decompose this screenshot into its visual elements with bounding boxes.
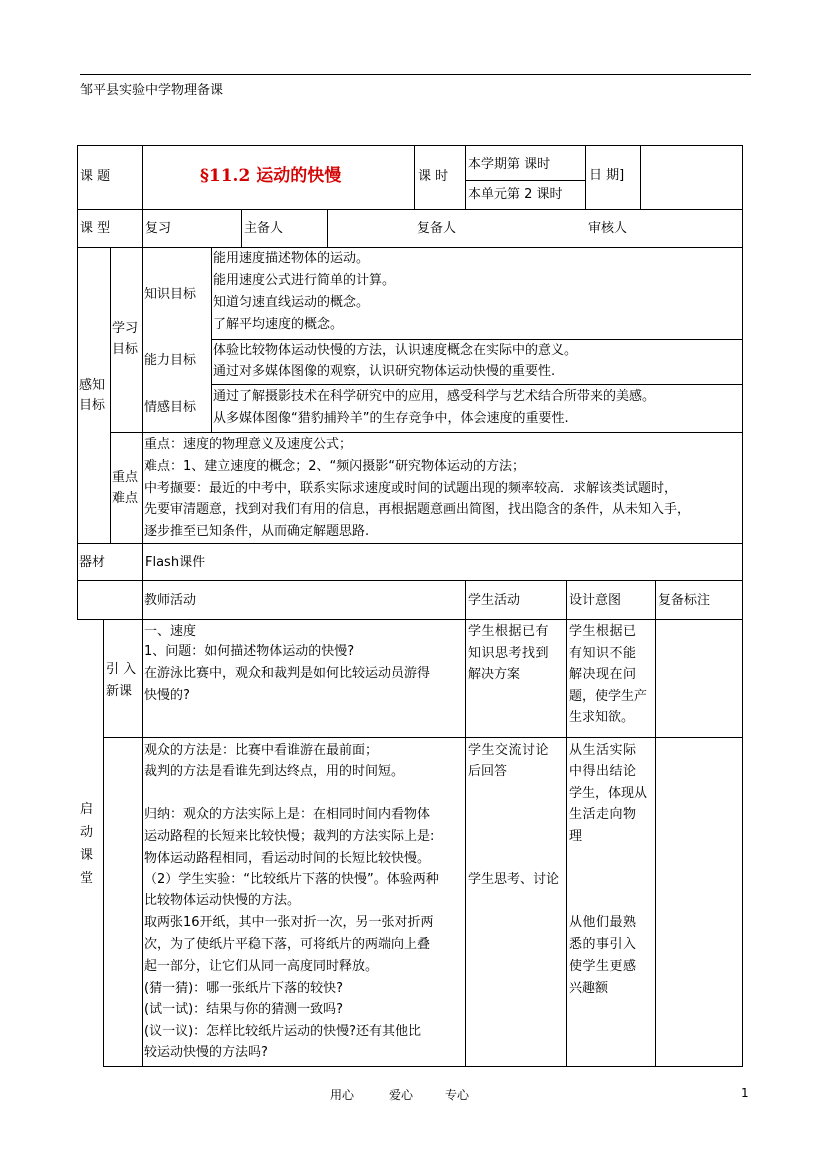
col-design: 设计意图 [569, 593, 622, 608]
inspire-student-line: 学生思考、讨论 [468, 872, 560, 887]
hours-line-1: 本学期第 课时 [468, 157, 551, 172]
inspire-label-char: 课 [80, 848, 94, 863]
key-line: 难点：1、建立速度的概念；2、“频闪摄影“研究物体运动的方法； [144, 459, 526, 474]
intro-student-line: 学生根据已有 [468, 624, 550, 639]
inspire-design-line: 从生活实际 [569, 743, 637, 758]
inspire-design-line: 悉的事引入 [569, 937, 637, 952]
key-label-2: 难点 [112, 491, 139, 506]
intro-design-line: 生求知欲。 [569, 710, 635, 725]
intro-student-line: 解决方案 [468, 667, 521, 682]
ability-item: 体验比较物体运动快慢的方法，认识速度概念在实际中的意义。 [213, 343, 578, 358]
inspire-teacher-line: （2）学生实验：“比较纸片下落的快慢”。体验两种 [144, 872, 439, 887]
label-date: 日 期] [589, 168, 625, 183]
intro-label-1: 引 入 [106, 662, 137, 677]
header-rule [80, 74, 751, 75]
ability-item: 通过对多媒体图像的观察，认识研究物体运动快慢的重要性. [213, 364, 556, 379]
intro-label-2: 新课 [106, 684, 133, 699]
inspire-design-line: 生活走向物 [569, 807, 637, 822]
intro-design-line: 题，使学生产 [569, 689, 648, 704]
inspire-teacher-line: 取两张16开纸，其中一张对折一次，另一张对折两 [144, 915, 434, 930]
emotion-item: 从多媒体图像“猎豹捕羚羊”的生存竞争中，体会速度的重要性. [213, 411, 569, 426]
inspire-teacher-line: 归纳：观众的方法实际上是：在相同时间内看物体 [144, 807, 431, 822]
learn-label-1: 学习 [112, 321, 139, 336]
col-student: 学生活动 [468, 593, 521, 608]
label-type: 课 型 [80, 221, 111, 236]
key-line: 先要审清题意，找到对我们有用的信息，再根据题意画出简图，找出隐含的条件，从未知入手， [144, 502, 691, 517]
inspire-teacher-line: 观众的方法是：比赛中看谁游在最前面； [144, 743, 379, 758]
outer-label-1: 感知 [79, 378, 106, 393]
knowledge-item: 能用速度公式进行简单的计算。 [213, 273, 396, 288]
intro-teacher-line: 一、速度 [144, 624, 197, 639]
emotion-label: 情感目标 [144, 400, 197, 415]
label-re-preparer: 复备人 [417, 221, 457, 236]
col-note: 复备标注 [658, 593, 711, 608]
equipment-label: 器材 [79, 555, 106, 570]
learn-label-2: 目标 [112, 342, 139, 357]
inspire-teacher-line: 次，为了使纸片平稳下落，可将纸片的两端向上叠 [144, 937, 431, 952]
inspire-teacher-line: 运动路程的长短来比较快慢；裁判的方法实际上是: [144, 829, 435, 844]
inspire-student-line: 后回答 [468, 764, 508, 779]
key-label-1: 重点 [112, 470, 139, 485]
intro-teacher-line: 1、问题：如何描述物体运动的快慢? [144, 644, 355, 659]
lesson-title: §11.2 运动的快慢 [200, 166, 342, 186]
page-number: 1 [741, 1086, 749, 1100]
knowledge-label: 知识目标 [144, 287, 197, 302]
knowledge-item: 能用速度描述物体的运动。 [213, 251, 370, 266]
inspire-teacher-line: 物体运动路程相同，看运动时间的长短比较快慢。 [144, 851, 431, 866]
key-line: 逐步推至已知条件，从而确定解题思路. [144, 524, 370, 539]
inspire-design-line: 从他们最熟 [569, 915, 637, 930]
inspire-teacher-line: 裁判的方法是看谁先到达终点，用的时间短。 [144, 764, 405, 779]
footer-a: 用心 [330, 1088, 355, 1102]
intro-design-line: 解决现在问 [569, 667, 637, 682]
intro-student-line: 知识思考找到 [468, 646, 550, 661]
emotion-item: 通过了解摄影技术在科学研究中的应用，感受科学与艺术结合所带来的美感。 [213, 389, 656, 404]
inspire-design-line: 中得出结论 [569, 764, 637, 779]
label-auditor: 审核人 [588, 221, 628, 236]
ability-label: 能力目标 [144, 353, 197, 368]
inspire-label-char: 启 [80, 802, 94, 817]
inspire-student-line: 学生交流讨论 [468, 743, 550, 758]
intro-design-line: 学生根据已 [569, 624, 637, 639]
label-topic: 课 题 [80, 169, 111, 184]
intro-teacher-line: 快慢的? [144, 688, 190, 703]
inspire-teacher-line: (猜一猜)：哪一张纸片下落的较快? [144, 981, 344, 996]
key-line: 中考撷要：最近的中考中，联系实际求速度或时间的试题出现的频率较高．求解该类试题时， [144, 481, 678, 496]
inspire-teacher-line: (试一试)：结果与你的猜测一致吗? [144, 1002, 344, 1017]
label-hours: 课 时 [418, 169, 449, 184]
inspire-teacher-line: 比较物体运动快慢的方法。 [144, 893, 301, 908]
label-main-preparer: 主备人 [244, 221, 284, 236]
outer-label-2: 目标 [79, 398, 106, 413]
inspire-label-char: 动 [80, 825, 94, 840]
inspire-design-line: 兴趣额 [569, 981, 609, 996]
inspire-design-line: 学生，体现从 [569, 786, 648, 801]
intro-design-line: 有知识不能 [569, 646, 637, 661]
footer-c: 专心 [445, 1088, 470, 1102]
key-line: 重点：速度的物理意义及速度公式； [144, 437, 353, 452]
knowledge-item: 了解平均速度的概念。 [213, 317, 344, 332]
inspire-design-line: 理 [569, 829, 583, 844]
inspire-label-char: 堂 [80, 871, 94, 886]
equipment-value: Flash课件 [145, 555, 206, 570]
inspire-design-line: 使学生更感 [569, 959, 637, 974]
footer-b: 爱心 [389, 1088, 414, 1102]
col-teacher: 教师活动 [144, 593, 197, 608]
header-school: 邹平县实验中学物理备课 [80, 83, 224, 98]
inspire-teacher-line: 较运动快慢的方法吗? [144, 1045, 268, 1060]
inspire-teacher-line: (议一议)：怎样比较纸片运动的快慢?还有其他比 [144, 1024, 422, 1039]
type-value: 复习 [145, 221, 172, 236]
intro-teacher-line: 在游泳比赛中，观众和裁判是如何比较运动员游得 [144, 666, 431, 681]
knowledge-item: 知道匀速直线运动的概念。 [213, 295, 370, 310]
hours-line-2: 本单元第 2 课时 [468, 187, 563, 202]
inspire-teacher-line: 起一部分，让它们从同一高度同时释放。 [144, 959, 379, 974]
